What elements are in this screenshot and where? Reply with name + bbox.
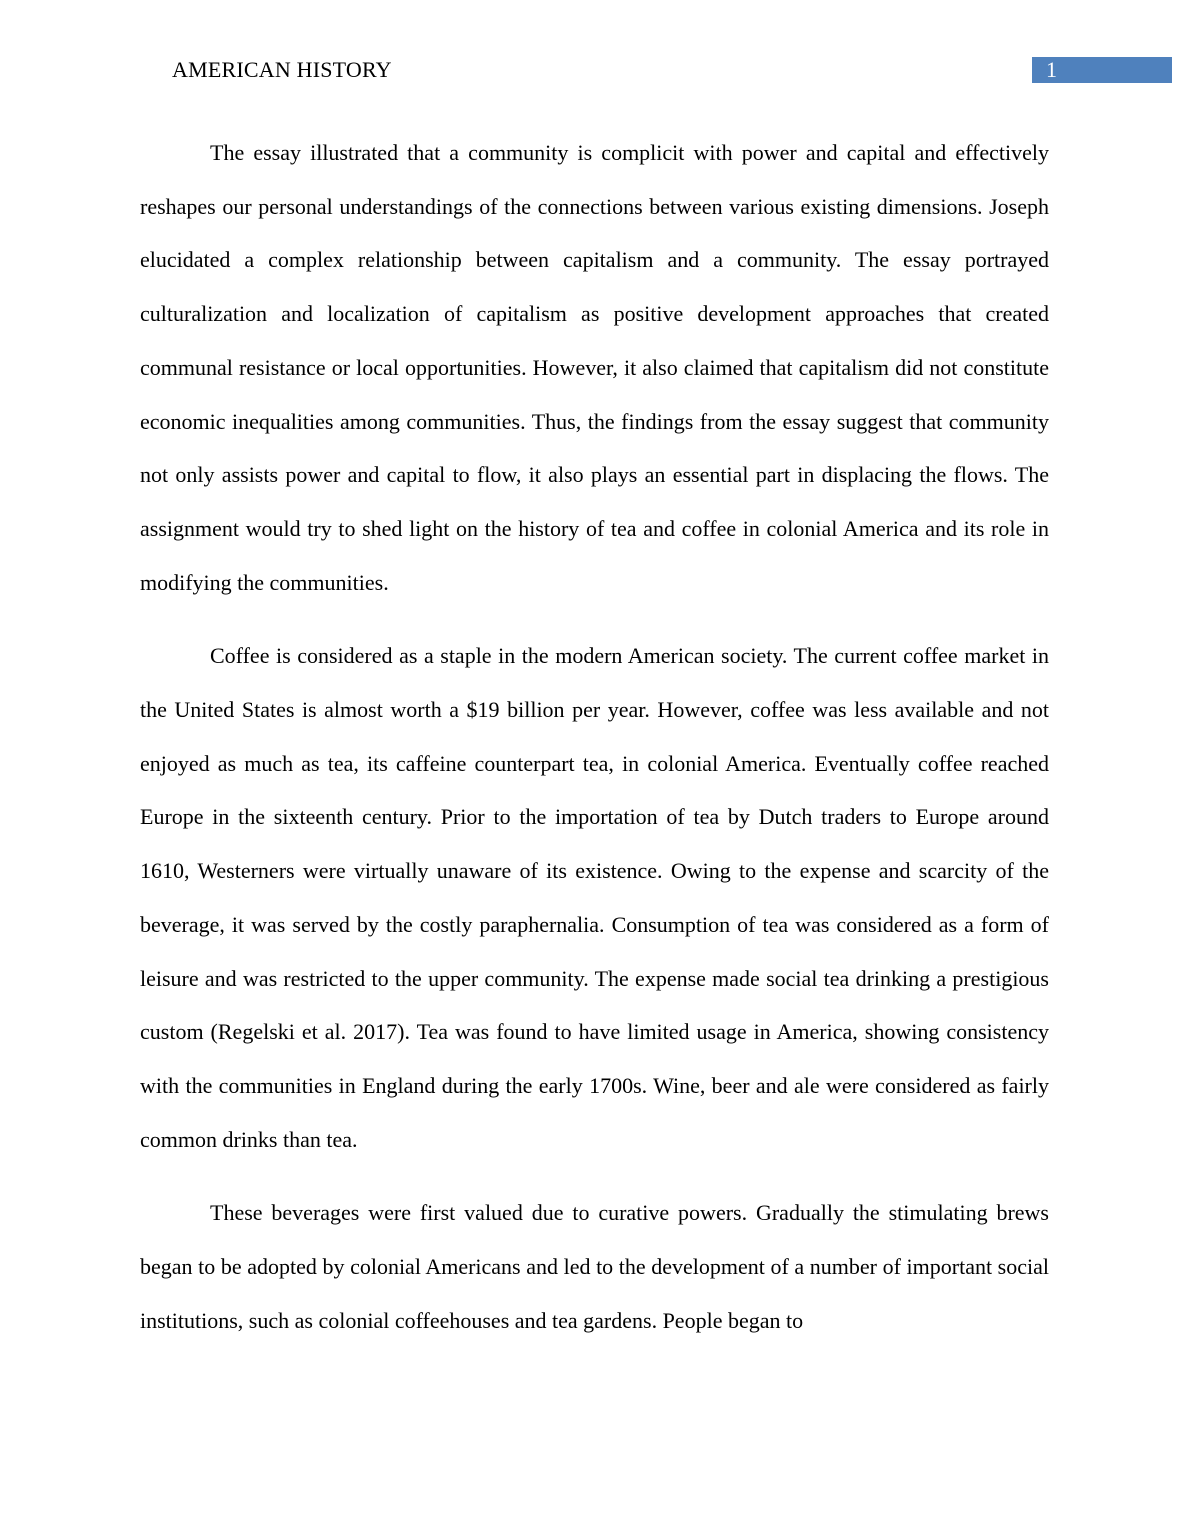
page-number-box (1032, 57, 1172, 83)
running-head: AMERICAN HISTORY (172, 57, 392, 82)
paragraph-2: Coffee is considered as a staple in the modern American society. The current coffee market in the United States is almost worth a $19 billion per year. However, coffee was less available and not enjoyed as much as tea, its caffeine counterpart tea, in colonial America. Eventually coffee reached Europe in the sixteenth century. Prior to the importation of tea by Dutch traders to Europe around 1610, Westerners were virtually unaware of its existence. Owing to the expense and scarcity of the beverage, it was served by the costly paraphernalia. Consumption of tea was considered as a form of leisure and was restricted to the upper community. The expense made social tea drinking a prestigious custom (Regelski et al. 2017). Tea was found to have limited usage in America, showing consistency with the communities in England during the early 1700s. Wine, beer and ale were considered as fairly common drinks than tea. (140, 643, 1049, 1152)
page-number: 1 (1046, 57, 1057, 82)
paragraph-3: These beverages were first valued due to curative powers. Gradually the stimulating brews began to be adopted by colonial Americans and led to the development of a number of important social institutions, such as colonial coffeehouses and tea gardens. People began to (140, 1200, 1049, 1333)
paragraph-1: The essay illustrated that a community is complicit with power and capital and effectively reshapes our personal understandings of the connections between various existing dimensions. Joseph elucidated a complex relationship between capitalism and a community. The essay portrayed culturalization and localization of capitalism as positive development approaches that created communal resistance or local opportunities. However, it also claimed that capitalism did not constitute economic inequalities among communities. Thus, the findings from the essay suggest that community not only assists power and capital to flow, it also plays an essential part in displacing the flows. The assignment would try to shed light on the history of tea and coffee in colonial America and its role in modifying the communities. (140, 140, 1049, 595)
body-text (140, 126, 1049, 1367)
